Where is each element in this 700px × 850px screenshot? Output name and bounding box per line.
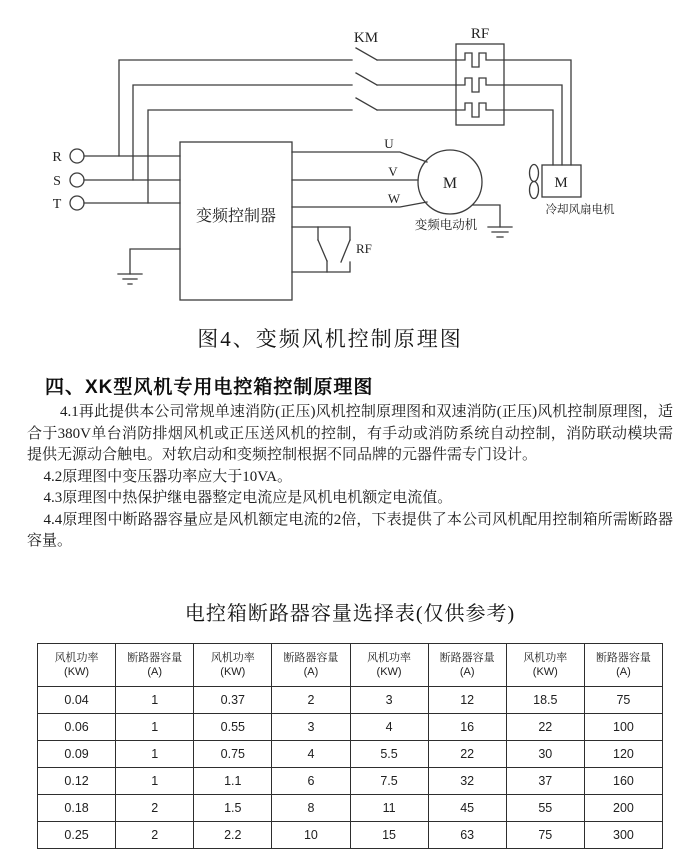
header-cell: 断路器容量 (A) — [272, 644, 350, 687]
table-row — [38, 768, 663, 795]
terminal-s — [70, 173, 84, 187]
table-cell: 1 — [116, 768, 194, 795]
table-cell: 1.5 — [194, 795, 272, 822]
paragraph-4-2: 4.2原理图中变压器功率应大于10VA。 — [43, 468, 292, 485]
rf-thermal-relay — [456, 26, 504, 125]
motor-symbol: M — [442, 175, 458, 192]
label-rf-aux: RF — [356, 241, 372, 256]
table-cell: 1.1 — [194, 768, 272, 795]
heater-elements — [456, 53, 504, 117]
motor-ground-icon — [473, 205, 512, 237]
table-cell: 8 — [272, 795, 350, 822]
table-cell: 5.5 — [350, 741, 428, 768]
table-cell: 6 — [272, 768, 350, 795]
table-cell: 0.55 — [194, 714, 272, 741]
table-cell: 22 — [428, 741, 506, 768]
table-cell: 2 — [116, 822, 194, 849]
label-km: KM — [353, 30, 379, 46]
inverter-ground-icon — [118, 249, 180, 284]
table-cell: 16 — [428, 714, 506, 741]
section-body — [27, 402, 673, 553]
table-cell: 200 — [584, 795, 662, 822]
label-phase-r: R — [52, 150, 62, 165]
table-cell: 0.25 — [38, 822, 116, 849]
phase-terminals — [52, 149, 84, 212]
table-cell: 1 — [116, 687, 194, 714]
table-cell: 18.5 — [506, 687, 584, 714]
table-cell: 3 — [272, 714, 350, 741]
header-cell: 风机功率 (KW) — [506, 644, 584, 687]
table-row — [38, 687, 663, 714]
table-cell: 120 — [584, 741, 662, 768]
table-cell: 45 — [428, 795, 506, 822]
table-title: 电控箱断路器容量选择表(仅供参考) — [184, 603, 516, 625]
header-cell: 断路器容量 (A) — [428, 644, 506, 687]
table-row — [38, 714, 663, 741]
section-heading: 四、XK型风机专用电控箱控制原理图 — [45, 377, 374, 398]
fan-blade-icon — [530, 165, 539, 182]
table-cell: 2 — [272, 687, 350, 714]
header-cell: 风机功率 (KW) — [194, 644, 272, 687]
table-cell: 300 — [584, 822, 662, 849]
wiring-mains — [84, 60, 352, 203]
table-cell: 3 — [350, 687, 428, 714]
table-cell: 1 — [116, 741, 194, 768]
figure-caption: 图4、变频风机控制原理图 — [197, 327, 463, 351]
motor-output — [292, 136, 427, 207]
table-row — [38, 795, 663, 822]
table-cell: 10 — [272, 822, 350, 849]
label-u: U — [384, 136, 394, 151]
paragraph-4-4: 4.4原理图中断路器容量应是风机额定电流的2倍，下表提供了本公司风机配用控制箱所需断路器容量。 — [27, 511, 673, 549]
paragraph-4-3: 4.3原理图中热保护继电器整定电流应是风机电机额定电流值。 — [43, 490, 453, 506]
table-cell: 2.2 — [194, 822, 272, 849]
table-cell: 0.04 — [38, 687, 116, 714]
main-motor — [415, 150, 482, 232]
table-cell: 30 — [506, 741, 584, 768]
table-cell: 0.12 — [38, 768, 116, 795]
terminal-r — [70, 149, 84, 163]
table-cell: 0.18 — [38, 795, 116, 822]
table-cell: 100 — [584, 714, 662, 741]
paragraph-4-1: 4.1再此提供本公司常规单速消防(正压)风机控制原理图和双速消防(正压)风机控制原理图，适合于380V单台消防排烟风机或正压送风机的控制，有手动或消防系统自动控制，消防联动模块需提供无源动合触电。对软启动和变频控制根据不同品牌的元器件需专门设计。 — [27, 404, 673, 463]
table-cell: 75 — [584, 687, 662, 714]
inverter-controller — [180, 142, 292, 300]
circuit-diagram — [0, 0, 700, 318]
rf-aux-contact — [292, 227, 372, 272]
table-cell: 2 — [116, 795, 194, 822]
table-cell: 37 — [506, 768, 584, 795]
header-cell: 风机功率 (KW) — [38, 644, 116, 687]
header-cell: 断路器容量 (A) — [116, 644, 194, 687]
label-phase-s: S — [53, 174, 61, 189]
fan-blade-icon — [530, 182, 539, 199]
table-cell: 160 — [584, 768, 662, 795]
label-phase-t: T — [52, 197, 62, 212]
header-cell: 风机功率 (KW) — [350, 644, 428, 687]
table-cell: 32 — [428, 768, 506, 795]
table-cell: 4 — [272, 741, 350, 768]
terminal-t — [70, 196, 84, 210]
table-cell: 0.06 — [38, 714, 116, 741]
label-w: W — [387, 191, 401, 206]
fan-motor-caption: 冷却风扇电机 — [545, 204, 615, 216]
header-cell: 断路器容量 (A) — [584, 644, 662, 687]
label-rf: RF — [470, 26, 490, 42]
table-cell: 12 — [428, 687, 506, 714]
km-contactor — [354, 30, 456, 110]
table-cell: 55 — [506, 795, 584, 822]
table-cell: 0.75 — [194, 741, 272, 768]
table-row — [38, 822, 663, 849]
table-cell: 63 — [428, 822, 506, 849]
table-cell: 75 — [506, 822, 584, 849]
table-cell: 11 — [350, 795, 428, 822]
wiring-fan — [504, 60, 571, 165]
table-cell: 0.37 — [194, 687, 272, 714]
table-cell: 15 — [350, 822, 428, 849]
motor-caption: 变频电动机 — [414, 218, 478, 232]
table-cell: 4 — [350, 714, 428, 741]
breaker-table — [37, 643, 663, 849]
label-v: V — [388, 164, 398, 179]
table-cell: 0.09 — [38, 741, 116, 768]
table-cell: 7.5 — [350, 768, 428, 795]
table-cell: 22 — [506, 714, 584, 741]
inverter-label: 变频控制器 — [195, 208, 277, 225]
cooling-fan-motor — [530, 165, 615, 217]
table-header-row — [38, 644, 663, 687]
table-row — [38, 741, 663, 768]
table-cell: 1 — [116, 714, 194, 741]
fan-motor-symbol: M — [554, 175, 568, 191]
